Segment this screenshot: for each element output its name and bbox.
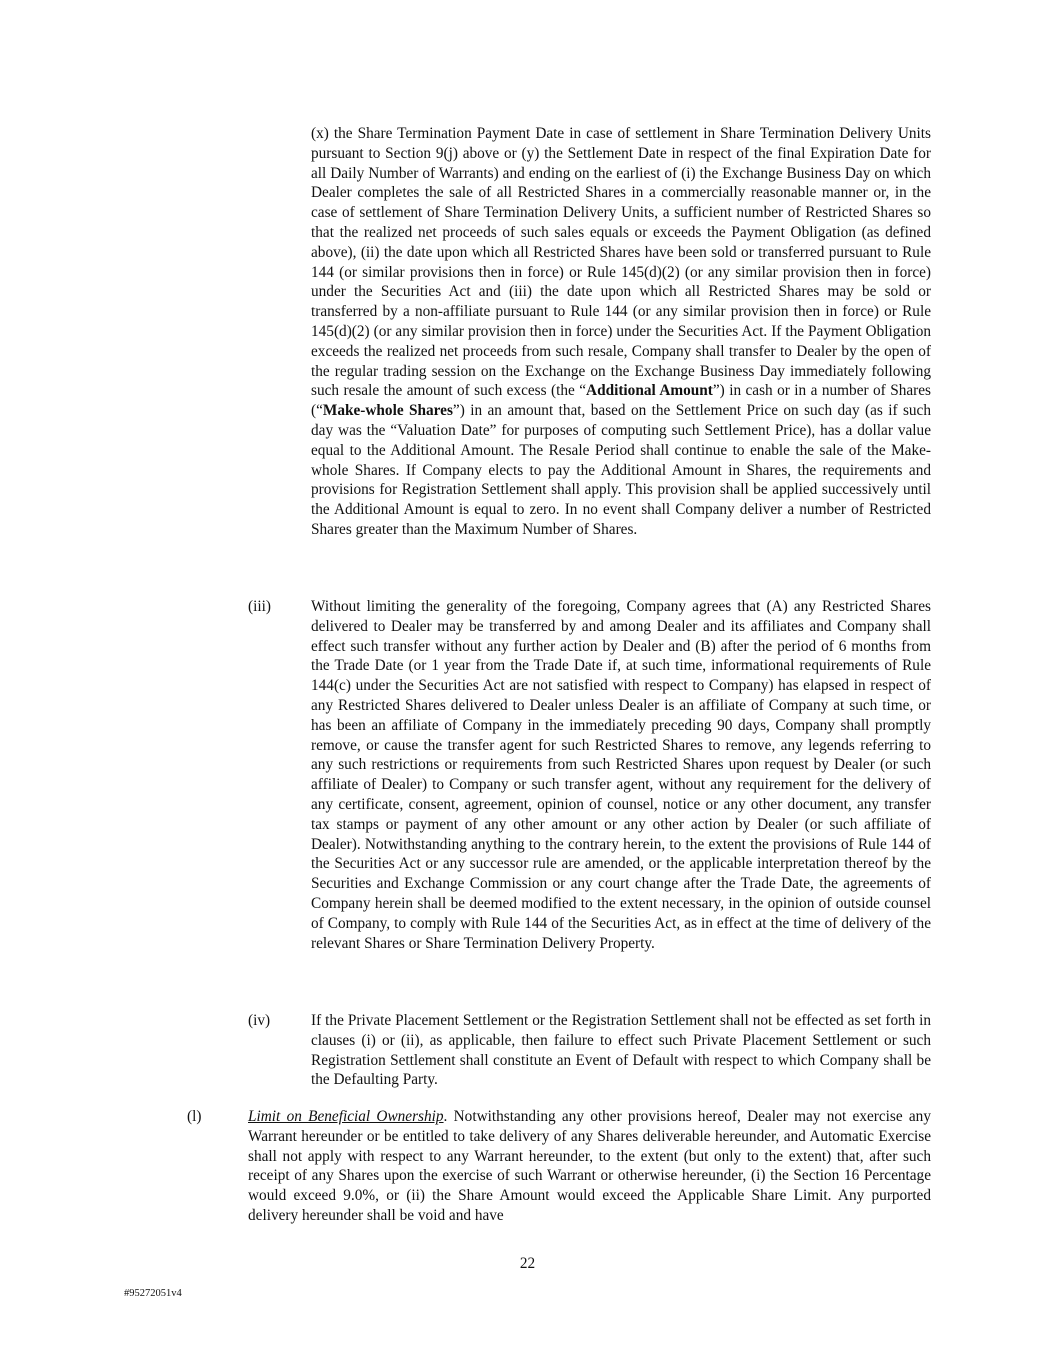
section-l-marker: (l): [187, 1108, 202, 1125]
continuation-paragraph: [311, 124, 931, 540]
continuation-text-1: (x) the Share Termination Payment Date in case of settlement in Share Termination Delivery Units pursuant to Section 9(j) above or (y) the Settlement Date in respect of the final Expiration Date for all Daily Number of Warrants) and ending on the earliest of (i) the Exchange Business Day on which Dealer completes the sale of all Restricted Shares in a commercially reasonable manner or, in the case of settlement of Share Termination Delivery Units, a sufficient number of Restricted Shares so that the realized net proceeds of such sales equals or exceeds the Payment Obligation (as defined above), (ii) the date upon which all Restricted Shares have been sold or transferred pursuant to Rule 144 (or similar provisions then in force) or Rule 145(d)(2) (or any similar provision then in force) under the Securities Act and (iii) the date upon which all Restricted Shares may be sold or transferred by a non-affiliate pursuant to Rule 144 (or any similar provision then in force) or Rule 145(d)(2) (or any similar provision then in force) under the Securities Act. If the Payment Obligation exceeds the realized net proceeds from such resale, Company shall transfer to Dealer by the open of the regular trading session on the Exchange on the Exchange Business Day immediately following such resale the amount of such excess (the “: [311, 125, 931, 400]
defined-term-additional-amount: Additional Amount: [586, 382, 713, 400]
continuation-text-2: ”) in cash or in a number of Shares (“: [311, 382, 931, 420]
document-id: #95272051v4: [124, 1288, 182, 1299]
page-number: 22: [519, 1255, 536, 1272]
section-l-heading: Limit on Beneficial Ownership: [248, 1108, 444, 1125]
section-l-text: . Notwithstanding any other provisions hereof, Dealer may not exercise any Warrant hereunder or be entitled to take delivery of any Shares deliverable hereunder, and Automatic Exercise shall not apply with respect to any Warrant hereunder, to the extent (but only to the extent) that, after such receipt of any Shares upon the exercise of such Warrant or otherwise hereunder, (i) the Section 16 Percentage would exceed 9.0%, or (ii) the Share Amount would exceed the Applicable Share Limit. Any purported delivery hereunder shall be void and have: [248, 1108, 931, 1224]
section-l-paragraph: [248, 1107, 931, 1226]
clause-iv-marker: (iv): [248, 1012, 271, 1029]
clause-iii-marker: (iii): [248, 598, 271, 615]
clause-iii-text: Without limiting the generality of the foregoing, Company agrees that (A) any Restricted Shares delivered to Dealer may be transferred by and among Dealer and its affiliates and Company shall effect such transfer without any further action by Dealer and (B) after the period of 6 months from the Trade Date (or 1 year from the Trade Date if, at such time, informational requirements of Rule 144(c) under the Securities Act are not satisfied with respect to Company) has elapsed in respect of any Restricted Shares delivered to Dealer unless Dealer is an affiliate of Company at such time, or has been an affiliate of Company in the immediately preceding 90 days, Company shall promptly remove, or cause the transfer agent for such Restricted Shares to remove, any legends referring to any such restrictions or requirements from such Restricted Shares upon request by Dealer (or such affiliate of Dealer) to Company or such transfer agent, without any requirement for the delivery of any certificate, consent, agreement, opinion of counsel, notice or any other document, any transfer tax stamps or payment of any other amount or any other action by Dealer (or such affiliate of Dealer). Notwithstanding anything to the contrary herein, to the extent the provisions of Rule 144 of the Securities Act or any successor rule are amended, or the applicable interpretation thereof by the Securities and Exchange Commission or any court change after the Trade Date, the agreements of Company herein shall be deemed modified to the extent necessary, in the opinion of outside counsel of Company, to comply with Rule 144 of the Securities Act, as in effect at the time of delivery of the relevant Shares or Share Termination Delivery Property.: [311, 598, 931, 952]
clause-iv-text: If the Private Placement Settlement or the Registration Settlement shall not be effected as set forth in clauses (i) or (ii), as applicable, then failure to effect such Private Placement Settlement or such Registration Settlement shall constitute an Event of Default with respect to which Company shall be the Defaulting Party.: [311, 1012, 931, 1089]
continuation-text-3: ”) in an amount that, based on the Settlement Price on such day (as if such day was the “Valuation Date” for purposes of computing such Settlement Price), has a dollar value equal to the Additional Amount. The Resale Period shall continue to enable the sale of the Make-whole Shares. If Company elects to pay the Additional Amount in Shares, the requirements and provisions for Registration Settlement shall apply. This provision shall be applied successively until the Additional Amount is equal to zero. In no event shall Company deliver a number of Restricted Shares greater than the Maximum Number of Shares.: [311, 402, 931, 538]
defined-term-make-whole-shares: Make-whole Shares: [322, 402, 453, 420]
